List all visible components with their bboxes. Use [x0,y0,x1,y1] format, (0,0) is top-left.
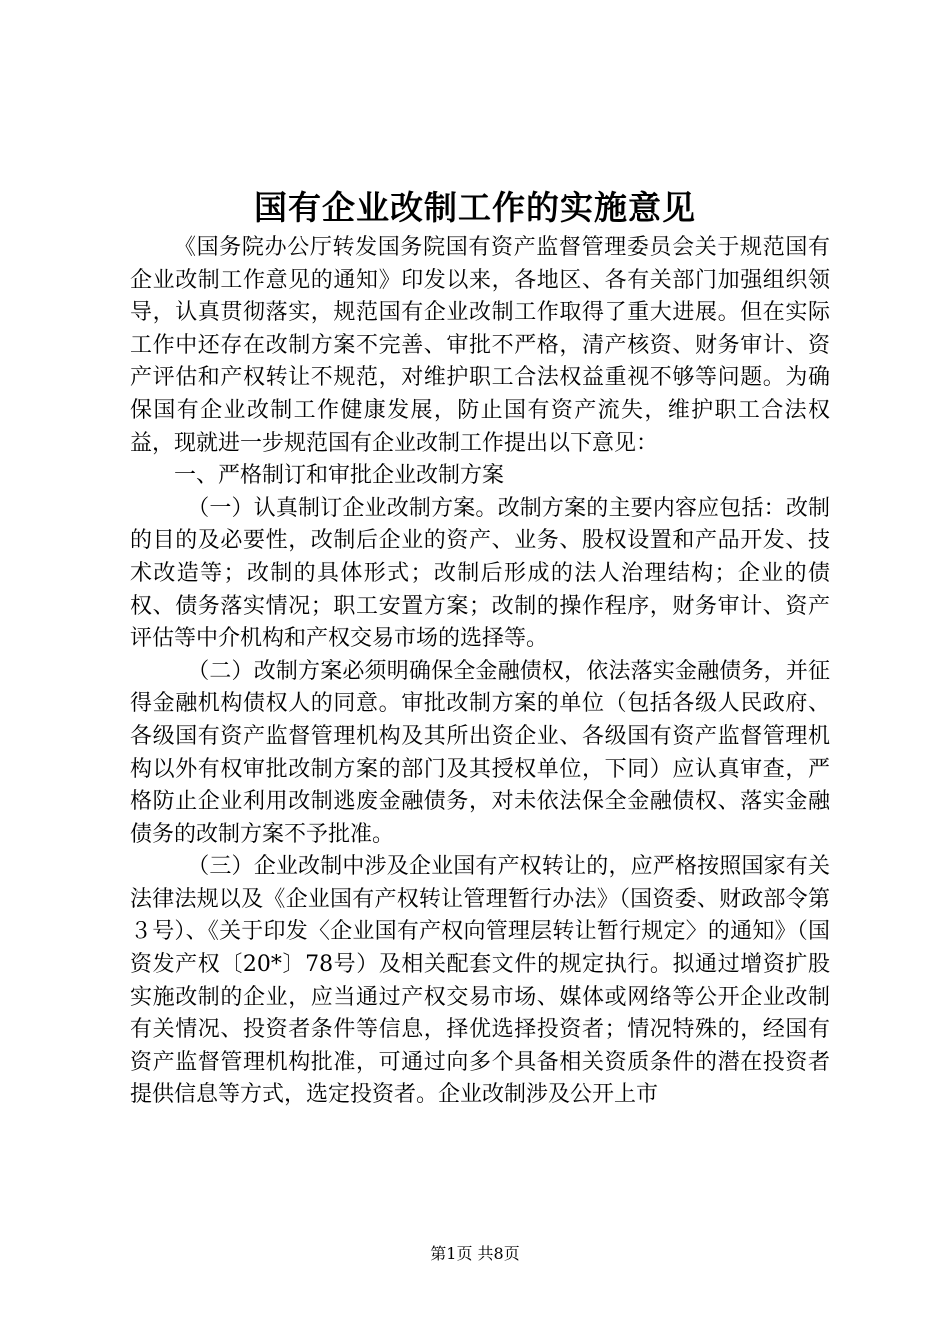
page-footer: 第1页 共8页 [430,1244,520,1263]
document-body [130,232,830,1112]
page-title: 国有企业改制工作的实施意见 [254,188,696,227]
section-heading: 一、严格制订和审批企业改制方案 [174,463,505,489]
paragraph-item-1: （一）认真制订企业改制方案。改制方案的主要内容应包括：改制的目的及必要性，改制后企业的资产、业务、股权设置和产品开发、技术改造等；改制的具体形式；改制后形成的法人治理结构；企业的债权、债务落实情况；职工安置方案；改制的操作程序，财务审计、资产评估等中介机构和产权交易市场的选择等。 [130,495,830,652]
paragraph-item-3: （三）企业改制中涉及企业国有产权转让的，应严格按照国家有关法律法规以及《企业国有产权转让管理暂行办法》（国资委、财政部令第３号）、《关于印发〈企业国有产权向管理层转让暂行规定〉的通知》（国资发产权〔20*〕78号）及相关配套文件的规定执行。拟通过增资扩股实施改制的企业，应当通过产权交易市场、媒体或网络等公开企业改制有关情况、投资者条件等信息，择优选择投资者；情况特殊的，经国有资产监督管理机构批准，可通过向多个具备相关资质条件的潜在投资者提供信息等方式，选定投资者。企业改制涉及公开上市 [130,854,830,1108]
paragraph-intro: 《国务院办公厅转发国务院国有资产监督管理委员会关于规范国有企业改制工作意见的通知》印发以来，各地区、各有关部门加强组织领导，认真贯彻落实，规范国有企业改制工作取得了重大进展。但在实际工作中还存在改制方案不完善、审批不严格，清产核资、财务审计、资产评估和产权转让不规范，对维护职工合法权益重视不够等问题。为确保国有企业改制工作健康发展，防止国有资产流失，维护职工合法权益，现就进一步规范国有企业改制工作提出以下意见： [130,235,830,456]
paragraph-item-2: （二）改制方案必须明确保全金融债权，依法落实金融债务，并征得金融机构债权人的同意。审批改制方案的单位（包括各级人民政府、各级国有资产监督管理机构及其所出资企业、各级国有资产监督管理机构以外有权审批改制方案的部门及其授权单位，下同）应认真审查，严格防止企业利用改制逃废金融债务，对未依法保全金融债权、落实金融债务的改制方案不予批准。 [130,658,830,847]
